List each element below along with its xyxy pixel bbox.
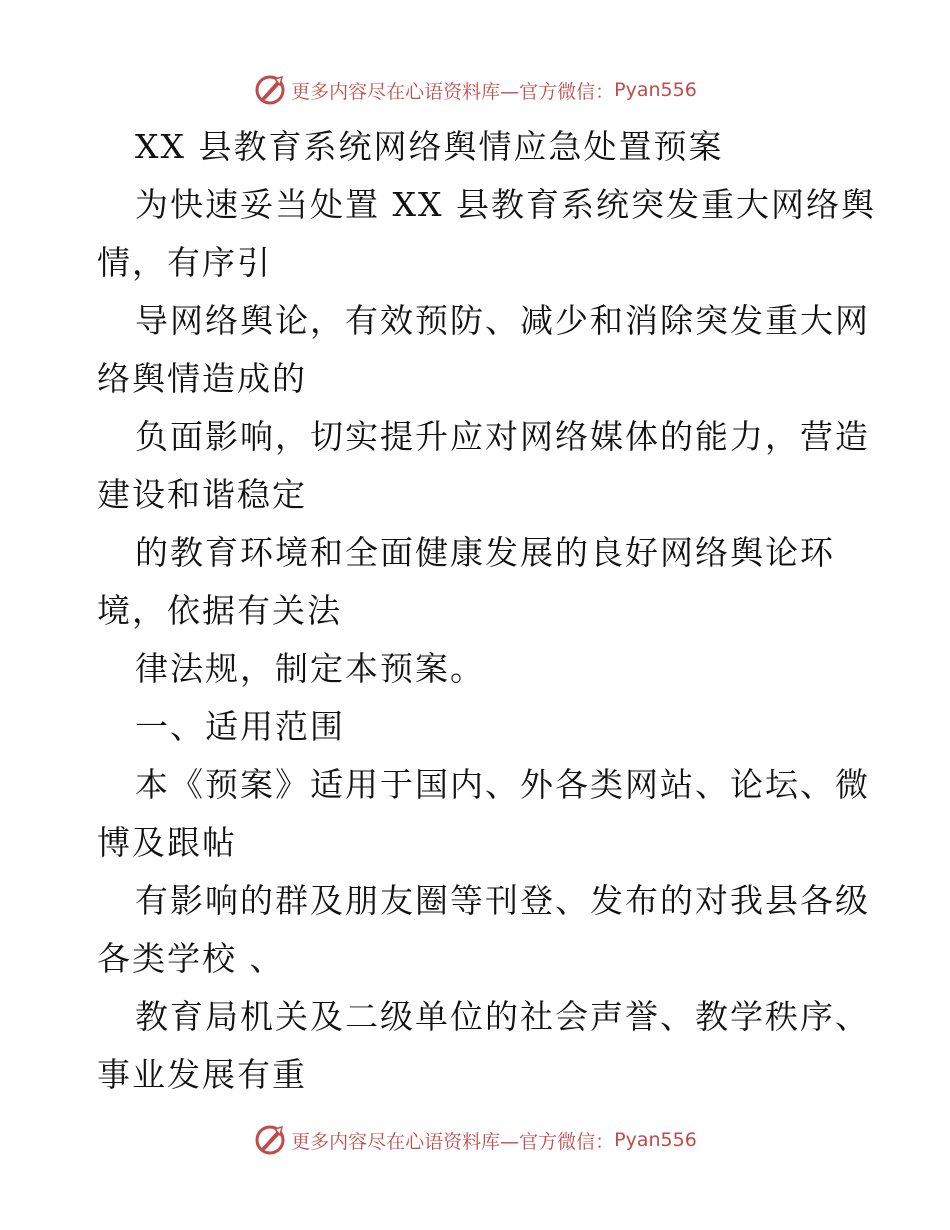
paragraph-line: 各类学校 、 — [97, 939, 285, 978]
paragraph-line: 律法规，制定本预案。 — [135, 649, 485, 688]
footer-watermark — [0, 1120, 950, 1160]
paragraph-line: 博及跟帖 — [97, 823, 237, 862]
paragraph-line: 有影响的群及朋友圈等刊登、发布的对我县各级 — [135, 881, 870, 920]
section-heading: 一、适用范围 — [135, 707, 345, 746]
paragraph-line: 情，有序引 — [97, 243, 272, 282]
paragraph-line: 的教育环境和全面健康发展的良好网络舆论环 — [135, 533, 835, 572]
quill-seal-icon — [253, 1123, 287, 1157]
watermark-text: 更多内容尽在心语资料库—官方微信： — [291, 1130, 615, 1153]
watermark-id: Pyan556 — [614, 79, 697, 101]
paragraph-line: 负面影响，切实提升应对网络媒体的能力，营造 — [135, 417, 870, 456]
document-body — [97, 118, 876, 1104]
paragraph-line: 境，依据有关法 — [97, 591, 342, 630]
paragraph-line: 为快速妥当处置 XX 县教育系统突发重大网络舆 — [135, 185, 876, 224]
quill-seal-icon — [253, 73, 287, 107]
watermark-text: 更多内容尽在心语资料库—官方微信： — [291, 80, 615, 103]
paragraph-line: 本《预案》适用于国内、外各类网站、论坛、微 — [135, 765, 870, 804]
paragraph-line: 教育局机关及二级单位的社会声誉、教学秩序、 — [135, 997, 870, 1036]
paragraph-line: 导网络舆论，有效预防、减少和消除突发重大网 — [135, 301, 870, 340]
paragraph-line: 事业发展有重 — [97, 1055, 307, 1094]
header-watermark — [0, 70, 950, 110]
document-title: XX 县教育系统网络舆情应急处置预案 — [135, 127, 724, 166]
watermark-id: Pyan556 — [614, 1129, 697, 1151]
paragraph-line: 建设和谐稳定 — [97, 475, 307, 514]
paragraph-line: 络舆情造成的 — [97, 359, 307, 398]
